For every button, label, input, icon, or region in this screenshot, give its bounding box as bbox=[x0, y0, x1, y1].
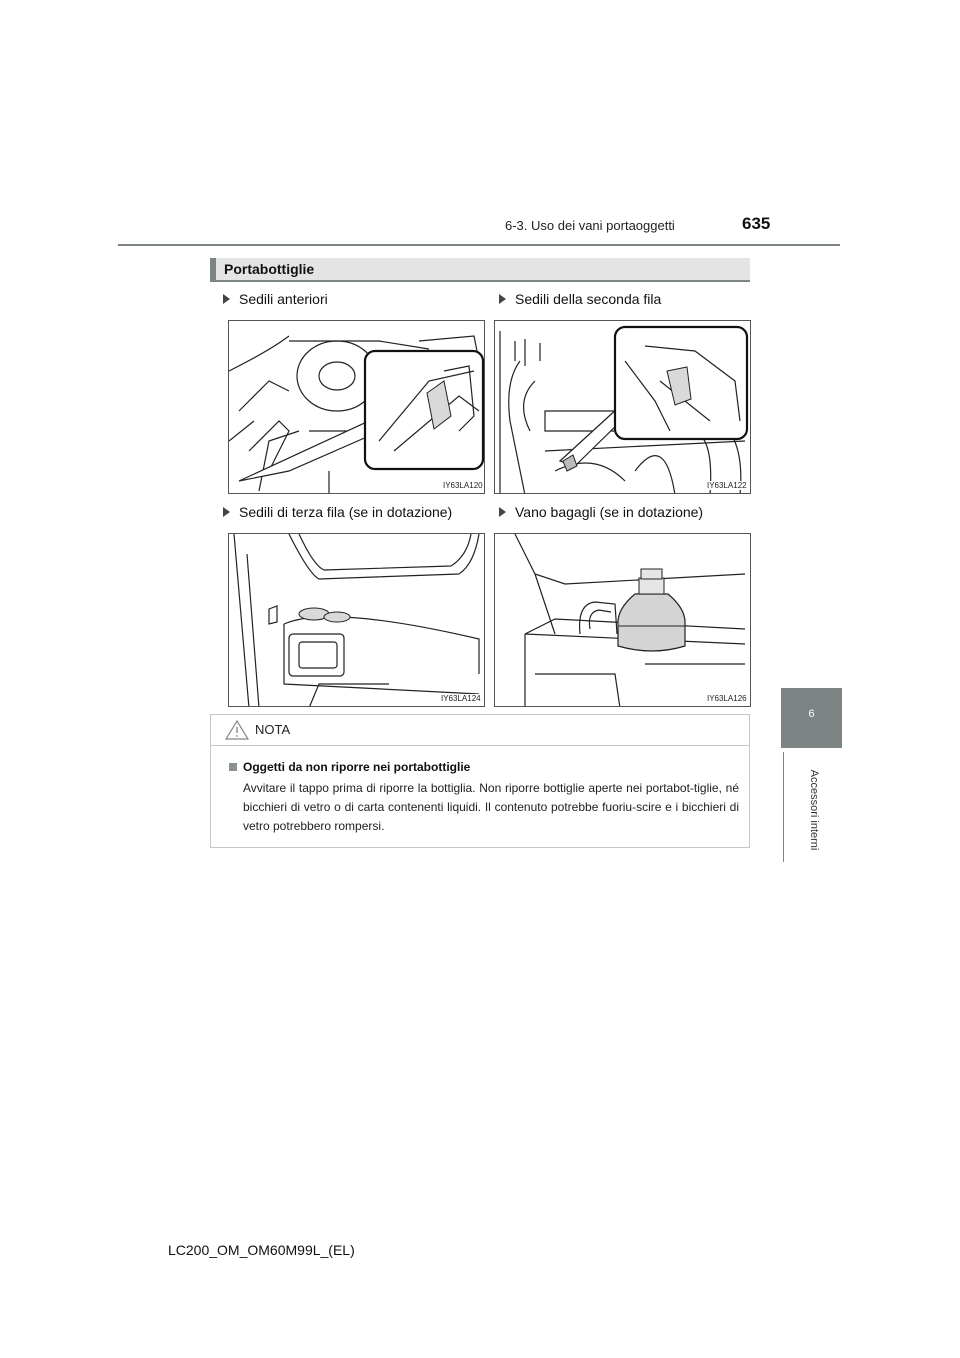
third-row-drawing bbox=[229, 534, 485, 707]
notice-subheading-text: Oggetti da non riporre nei portabottiglie bbox=[243, 760, 471, 774]
chapter-number: 6 bbox=[808, 708, 815, 720]
chapter-label: Accessori interni bbox=[808, 769, 820, 851]
caption-arrow-icon bbox=[223, 507, 230, 517]
notice-box bbox=[210, 714, 750, 848]
second-row-drawing bbox=[495, 321, 751, 494]
section-title: Portabottiglie bbox=[224, 261, 315, 277]
caption-text: Vano bagagli (se in dotazione) bbox=[515, 504, 704, 520]
running-header-section: 6-3. Uso dei vani portaoggetti bbox=[505, 218, 675, 233]
header-rule bbox=[118, 244, 840, 246]
caption-arrow-icon bbox=[223, 294, 230, 304]
document-code: LC200_OM_OM60M99L_(EL) bbox=[168, 1242, 355, 1258]
figure-code: IY63LA122 bbox=[707, 481, 747, 490]
chapter-label-wrap bbox=[808, 760, 822, 860]
illustration-third-row-bottle-holder bbox=[228, 533, 485, 707]
notice-title: NOTA bbox=[255, 722, 291, 737]
illustration-front-seats-bottle-holder bbox=[228, 320, 485, 494]
notice-body: Avvitare il tappo prima di riporre la bottiglia. Non riporre bottiglie aperte nei portabot-tiglie, né bicchieri di vetro o di carta contenenti liquidi. Il contenuto potrebbe fuoriu-scire e i bicchieri di vetro potrebbero rompersi. bbox=[243, 781, 739, 833]
caption-arrow-icon bbox=[499, 294, 506, 304]
section-heading-accent bbox=[210, 258, 216, 282]
figure-caption-second-row bbox=[499, 291, 661, 307]
illustration-luggage-bottle-holder bbox=[494, 533, 751, 707]
figure-code: IY63LA126 bbox=[707, 694, 747, 703]
bullet-square-icon bbox=[229, 763, 237, 771]
figure-code: IY63LA124 bbox=[441, 694, 481, 703]
page-number: 635 bbox=[742, 214, 771, 233]
section-heading-bar bbox=[210, 258, 750, 282]
figure-caption-front-seats bbox=[223, 291, 328, 307]
chapter-tab bbox=[781, 688, 842, 748]
caption-arrow-icon bbox=[499, 507, 506, 517]
warning-icon bbox=[225, 720, 249, 740]
chapter-tab-rule bbox=[783, 752, 784, 862]
notice-header bbox=[211, 715, 749, 746]
figure-caption-luggage bbox=[499, 504, 703, 520]
caption-text: Sedili anteriori bbox=[239, 291, 328, 307]
luggage-drawing bbox=[495, 534, 751, 707]
illustration-second-row-bottle-holder bbox=[494, 320, 751, 494]
front-seats-drawing bbox=[229, 321, 485, 494]
notice-subheading bbox=[229, 760, 470, 774]
figure-caption-third-row bbox=[223, 504, 452, 520]
caption-text: Sedili di terza fila (se in dotazione) bbox=[239, 504, 453, 520]
caption-text: Sedili della seconda fila bbox=[515, 291, 662, 307]
figure-code: IY63LA120 bbox=[443, 481, 483, 490]
